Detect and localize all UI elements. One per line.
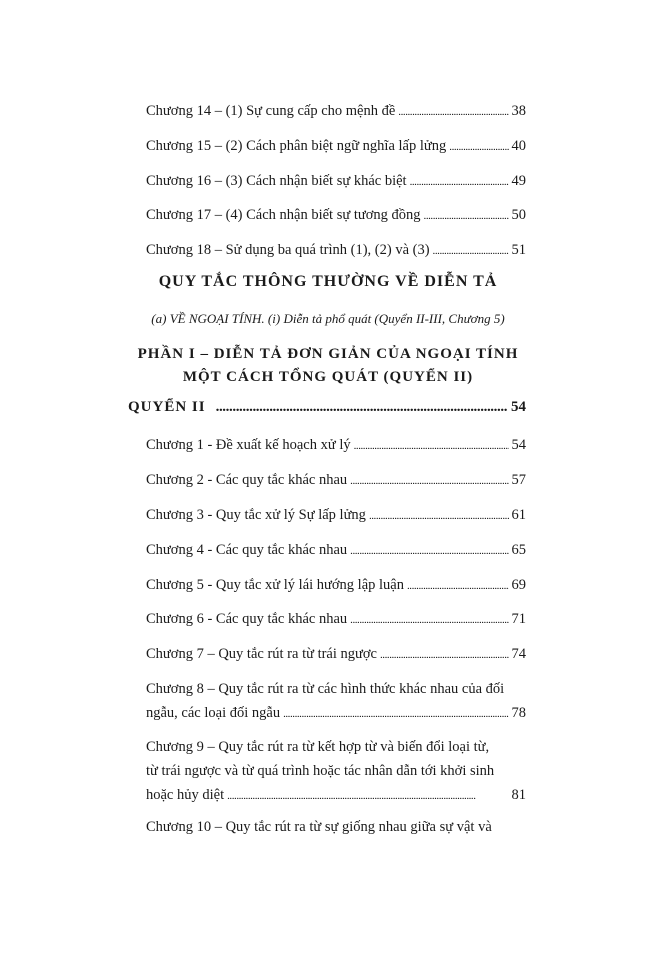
dot-leader: [227, 783, 508, 808]
dot-leader: [398, 99, 508, 124]
toc-entry-last-line: [146, 701, 526, 726]
toc-entry-title: Chương 14 – (1) Sự cung cấp cho mệnh đề: [146, 103, 396, 119]
toc-entry-page: 71: [511, 611, 526, 627]
toc-entry: [146, 169, 526, 194]
dot-leader: [354, 433, 509, 458]
toc-entry-page: 40: [511, 138, 526, 154]
book-title: QUYỂN II: [128, 399, 206, 415]
toc-entry-title-line: ngẫu, các loại đối ngẫu: [146, 705, 281, 721]
dot-leader: [380, 642, 509, 667]
dot-leader: [216, 399, 507, 416]
toc-entry-page: 65: [511, 542, 526, 558]
toc-entry-page: 51: [511, 242, 526, 258]
toc-entry-multiline: [146, 735, 526, 808]
toc-entry: [146, 238, 526, 263]
toc-entry-page: 61: [511, 507, 526, 523]
toc-entry: [146, 607, 526, 632]
toc-entry: [146, 503, 526, 528]
toc-entry-title: Chương 1 - Đề xuất kế hoạch xử lý: [146, 437, 351, 453]
dot-leader: [350, 468, 508, 493]
dot-leader: [449, 134, 508, 159]
toc-entry: [146, 433, 526, 458]
dot-leader: [283, 701, 508, 726]
dot-leader: [350, 607, 508, 632]
toc-entry-title-line: từ trái ngược và từ quá trình hoặc tác nhân dẫn tới khởi sinh: [146, 763, 495, 779]
toc-entry: [146, 642, 526, 667]
toc-entry-title-line: hoặc hủy diệt: [146, 787, 225, 803]
toc-entry-page: 69: [511, 577, 526, 593]
toc-entry-page: 81: [511, 787, 526, 803]
toc-entry-page: 74: [511, 646, 526, 662]
toc-entry-title: Chương 2 - Các quy tắc khác nhau: [146, 472, 348, 488]
toc-entry-title: Chương 6 - Các quy tắc khác nhau: [146, 611, 348, 627]
toc-entry: [146, 134, 526, 159]
section-heading: QUY TẮC THÔNG THƯỜNG VỀ DIỄN TẢ: [158, 273, 498, 290]
toc-entry-title: Chương 15 – (2) Cách phân biệt ngữ nghĩa lấp lửng: [146, 138, 447, 154]
toc-entry-title-line: Chương 9 – Quy tắc rút ra từ kết hợp từ và biến đổi loại từ,: [146, 739, 490, 755]
toc-entry-page: 38: [511, 103, 526, 119]
toc-entry-title: Chương 4 - Các quy tắc khác nhau: [146, 542, 348, 558]
toc-entry-title: Chương 3 - Quy tắc xử lý Sự lấp lửng: [146, 507, 366, 523]
toc-entry: [146, 573, 526, 598]
dot-leader: [350, 538, 508, 563]
dot-leader: [407, 573, 509, 598]
toc-entry-title: Chương 16 – (3) Cách nhận biết sự khác biệt: [146, 173, 407, 189]
toc-entry-title: Chương 7 – Quy tắc rút ra từ trái ngược: [146, 646, 377, 662]
toc-entry: [146, 99, 526, 124]
toc-entry: [146, 203, 526, 228]
toc-entry-page: 57: [511, 472, 526, 488]
toc-entry-page: 49: [511, 173, 526, 189]
part-heading-line1: PHẦN I – DIỄN TẢ ĐƠN GIẢN CỦA NGOẠI TÍNH: [137, 346, 519, 362]
toc-entry-multiline: [146, 815, 526, 839]
part-heading-line2: MỘT CÁCH TỔNG QUÁT (QUYỂN II): [182, 369, 474, 385]
toc-entry-page: 50: [511, 207, 526, 223]
toc-entry-title: Chương 17 – (4) Cách nhận biết sự tương đồng: [146, 207, 421, 223]
toc-entry-title-line: Chương 8 – Quy tắc rút ra từ các hình thức khác nhau của đối: [146, 681, 505, 697]
part-heading: [0, 343, 656, 389]
dot-leader: [410, 169, 509, 194]
section-note: (a) VỀ NGOẠI TÍNH. (i) Diễn tả phổ quát (Quyển II-III, Chương 5): [151, 311, 505, 326]
book-entry: [128, 399, 526, 416]
dot-leader: [424, 203, 509, 228]
toc-entry: [146, 468, 526, 493]
toc-entry-page: 54: [511, 437, 526, 453]
toc-entry-title-line: Chương 10 – Quy tắc rút ra từ sự giống nhau giữa sự vật và: [146, 819, 492, 835]
toc-entry-last-line: [146, 783, 526, 808]
book-page: 54: [511, 399, 526, 415]
toc-entry-title: Chương 5 - Quy tắc xử lý lái hướng lập luận: [146, 577, 404, 593]
toc-entry-multiline: [146, 677, 526, 726]
toc-entry-page: 78: [511, 705, 526, 721]
toc-entry-title: Chương 18 – Sử dụng ba quá trình (1), (2) và (3): [146, 242, 430, 258]
dot-leader: [369, 503, 509, 528]
dot-leader: [433, 238, 509, 263]
toc-entry: [146, 538, 526, 563]
